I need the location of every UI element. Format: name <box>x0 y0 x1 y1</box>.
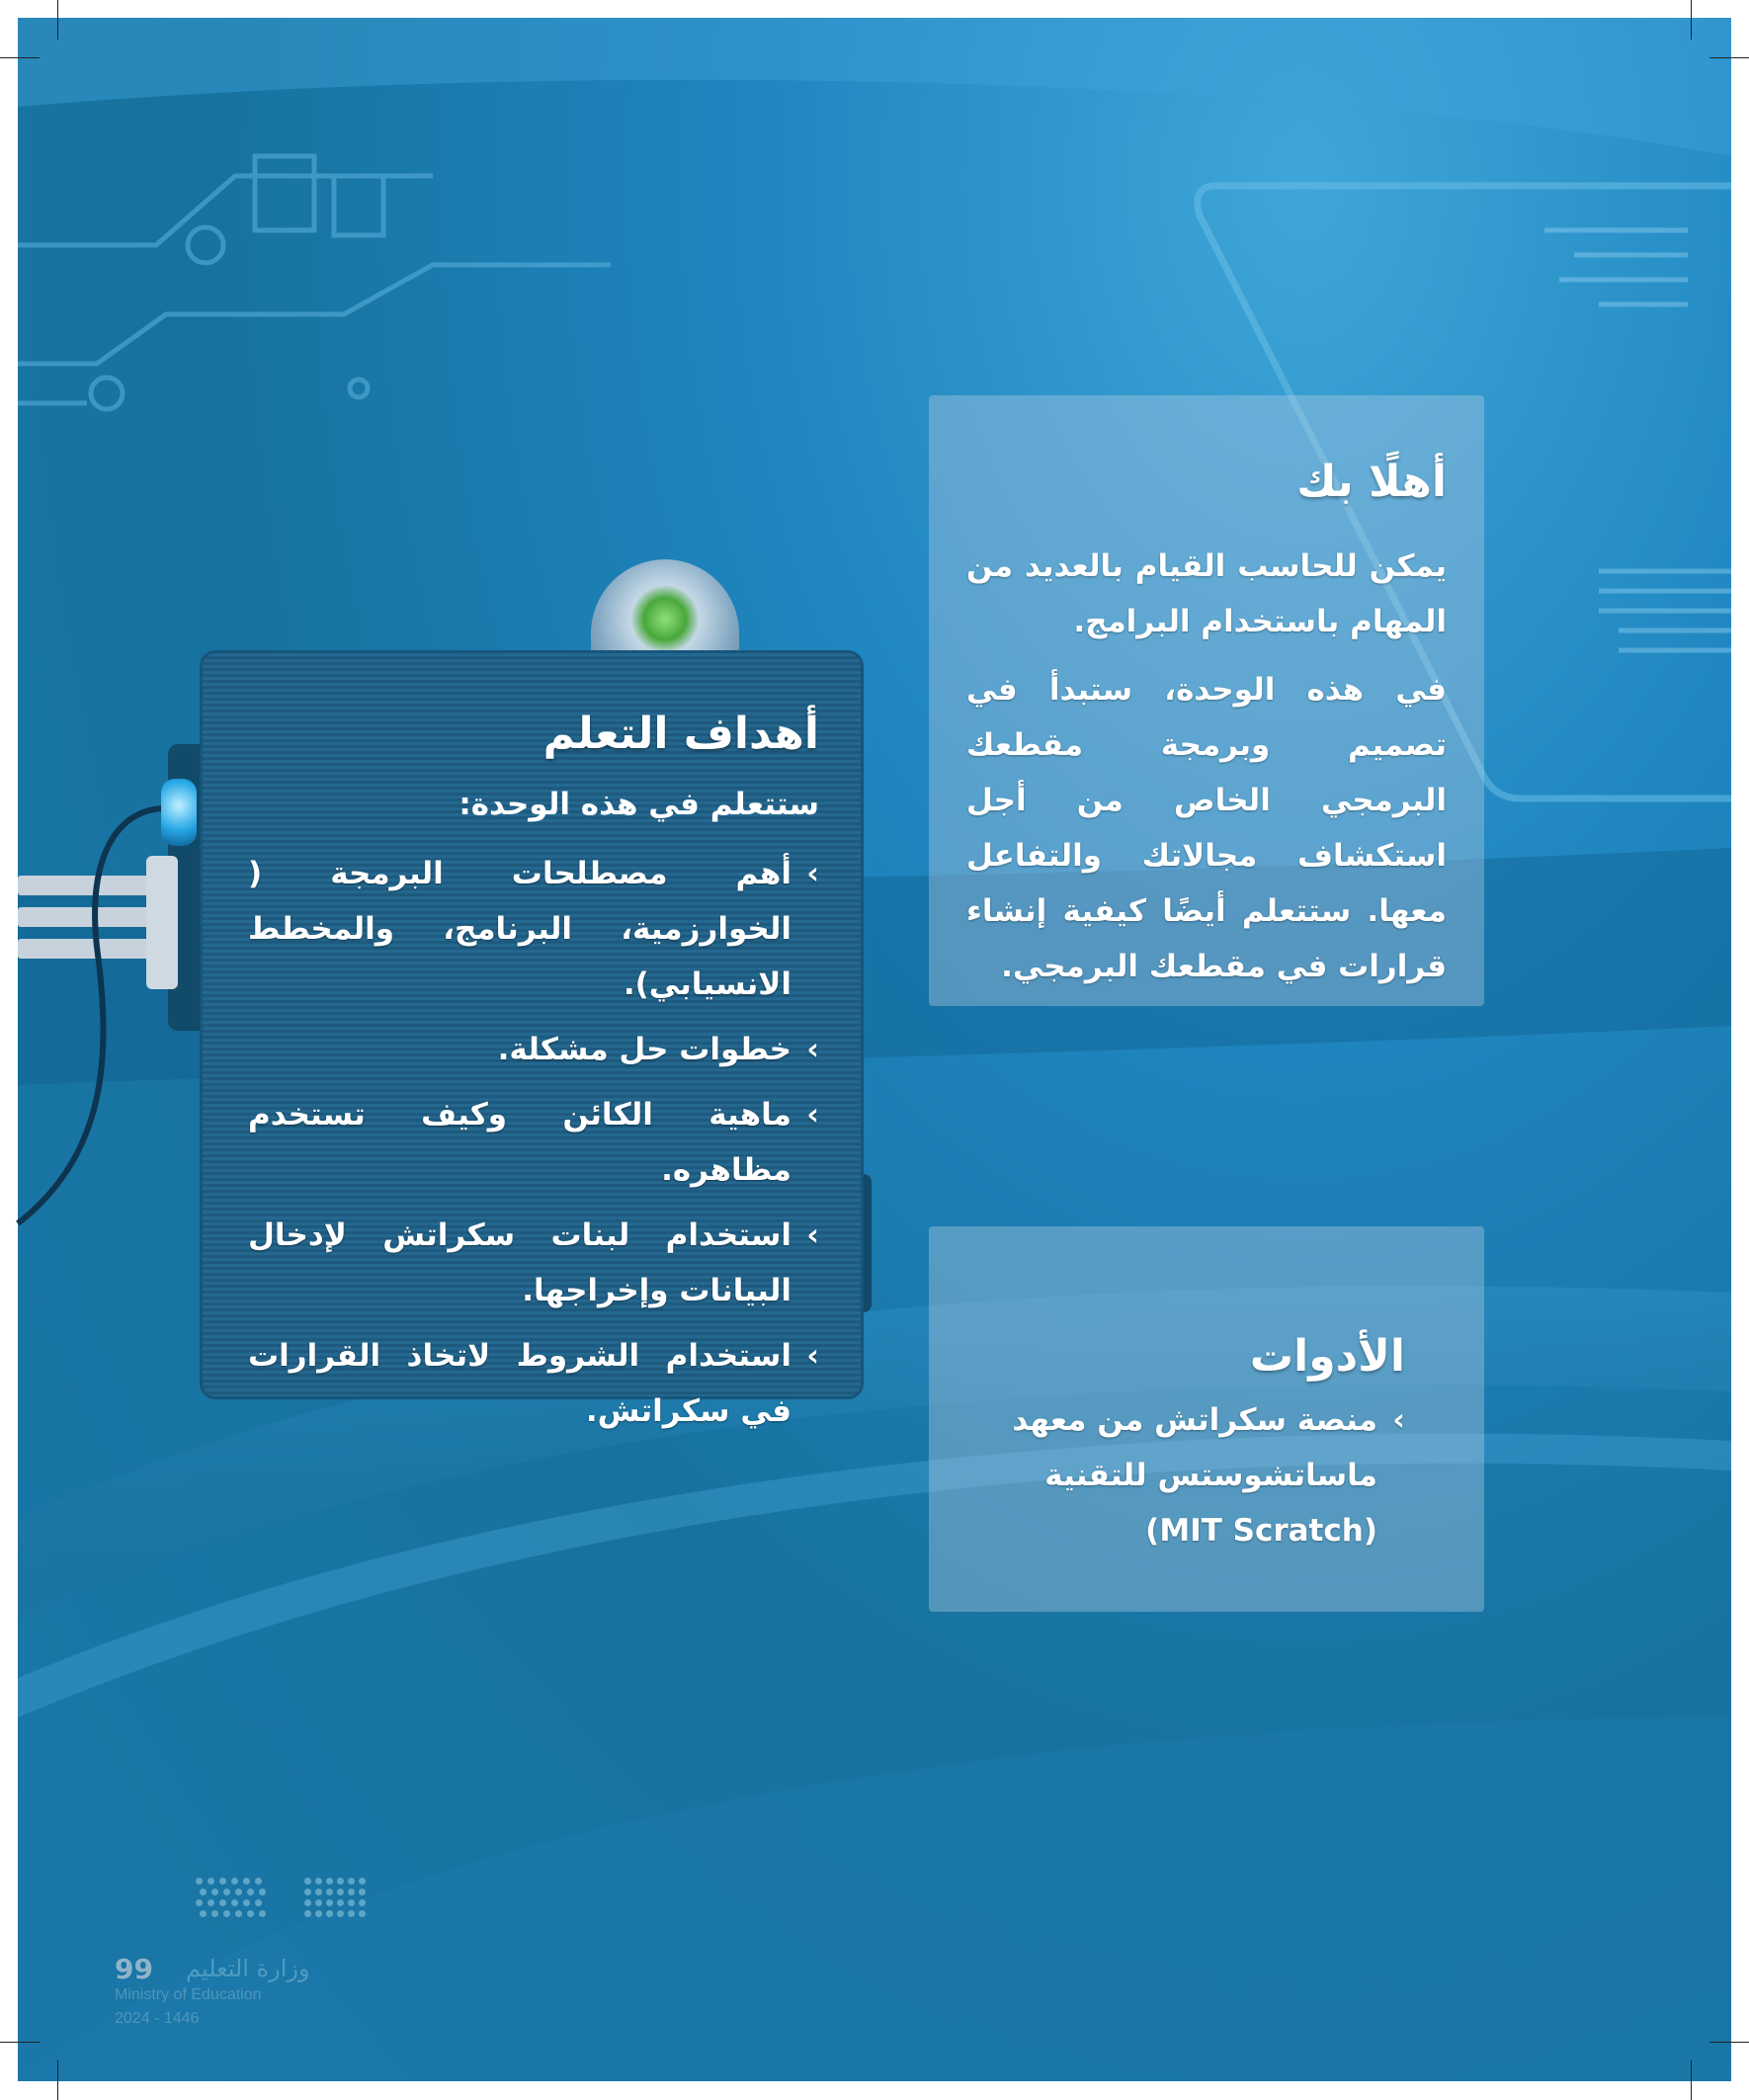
logo-dot <box>259 1910 266 1917</box>
logo-dot <box>196 1878 203 1885</box>
logo-dot <box>348 1878 355 1885</box>
logo-dot <box>231 1878 238 1885</box>
ministry-name: Ministry of Education <box>115 1986 262 2003</box>
logo-dot <box>235 1910 242 1917</box>
logo-dot <box>359 1899 366 1906</box>
welcome-panel <box>929 395 1484 1006</box>
crop-mark <box>1709 57 1749 58</box>
logo-dot <box>196 1899 203 1906</box>
welcome-paragraph-1: يمكن للحاسب القيام بالعديد من المهام باستخدام البرامج. <box>966 548 1447 639</box>
robot-knob-icon <box>161 779 197 846</box>
logo-dot <box>348 1889 355 1895</box>
crop-mark <box>0 57 40 58</box>
logo-dot <box>235 1889 242 1895</box>
crop-mark <box>1691 2060 1692 2100</box>
goal-item: › أهم مصطلحات البرمجة ( الخوارزمية، البرنامج، والمخطط الانسيابي). <box>248 846 819 1012</box>
tools-panel <box>929 1226 1484 1612</box>
logo-dot <box>315 1878 322 1885</box>
crop-mark <box>57 0 58 40</box>
welcome-title: أهلًا بك <box>1296 457 1447 507</box>
logo-dot <box>359 1878 366 1885</box>
logo-dot <box>223 1889 230 1895</box>
crop-mark <box>57 2060 58 2100</box>
logo-dot <box>337 1878 344 1885</box>
logo-dot <box>219 1899 226 1906</box>
tools-item: › منصة سكراتش من معهد ماساتشوستس للتقنية (MIT Scratch) <box>990 1392 1405 1558</box>
logo-dot <box>326 1899 333 1906</box>
logo-dot <box>223 1910 230 1917</box>
logo-dot <box>243 1878 250 1885</box>
logo-dot <box>304 1889 311 1895</box>
logo-dot <box>208 1899 214 1906</box>
logo-dot <box>208 1878 214 1885</box>
goals-list <box>248 846 819 1449</box>
logo-dot <box>304 1878 311 1885</box>
logo-dot <box>259 1889 266 1895</box>
goal-item: › استخدام لبنات سكراتش لإدخال البيانات وإخراجها. <box>248 1208 819 1318</box>
ministry-logo-icon <box>196 1878 374 1927</box>
logo-dot <box>200 1889 207 1895</box>
tools-title: الأدوات <box>1249 1331 1405 1382</box>
logo-dot <box>359 1910 366 1917</box>
logo-dot <box>359 1889 366 1895</box>
tools-list <box>990 1392 1405 1558</box>
logo-dot <box>255 1878 262 1885</box>
logo-dot <box>337 1889 344 1895</box>
learning-goals-panel <box>200 650 864 1429</box>
logo-dot <box>348 1899 355 1906</box>
page <box>18 18 1731 2081</box>
goals-intro: ستتعلم في هذه الوحدة: <box>458 787 819 822</box>
ministry-logo-text: وزارة التعليم <box>186 1955 310 1982</box>
logo-dot <box>326 1910 333 1917</box>
crop-mark <box>1691 0 1692 40</box>
logo-dot <box>247 1889 254 1895</box>
logo-dot <box>304 1899 311 1906</box>
year-label: 2024 - 1446 <box>115 2010 200 2027</box>
logo-dot <box>211 1889 218 1895</box>
logo-dot <box>348 1910 355 1917</box>
logo-dot <box>231 1899 238 1906</box>
robot-cable <box>18 798 196 1233</box>
page-number: 99 <box>115 1953 153 1985</box>
logo-dot <box>315 1910 322 1917</box>
goal-item: › خطوات حل مشكلة. <box>248 1022 819 1077</box>
logo-dot <box>304 1910 311 1917</box>
goal-item: › استخدام الشروط لاتخاذ القرارات في سكراتش. <box>248 1328 819 1439</box>
logo-dot <box>315 1899 322 1906</box>
goals-title: أهداف التعلم <box>542 709 819 759</box>
goal-item: › ماهية الكائن وكيف تستخدم مظاهره. <box>248 1087 819 1198</box>
logo-dot <box>219 1878 226 1885</box>
logo-dot <box>200 1910 207 1917</box>
welcome-paragraph-2: في هذه الوحدة، ستبدأ في تصميم وبرمجة مقطعك البرمجي الخاص من أجل استكشاف مجالاتك والتفاعل معها. ستتعلم أيضًا كيفية إنشاء قرارات في مقطعك البرمجي. <box>966 672 1447 984</box>
logo-dot <box>326 1878 333 1885</box>
logo-dot <box>326 1889 333 1895</box>
logo-dot <box>337 1899 344 1906</box>
logo-dot <box>243 1899 250 1906</box>
logo-dot <box>337 1910 344 1917</box>
logo-dot <box>255 1899 262 1906</box>
logo-dot <box>247 1910 254 1917</box>
logo-dot <box>315 1889 322 1895</box>
crop-mark <box>1709 2042 1749 2043</box>
crop-mark <box>0 2042 40 2043</box>
logo-dot <box>211 1910 218 1917</box>
